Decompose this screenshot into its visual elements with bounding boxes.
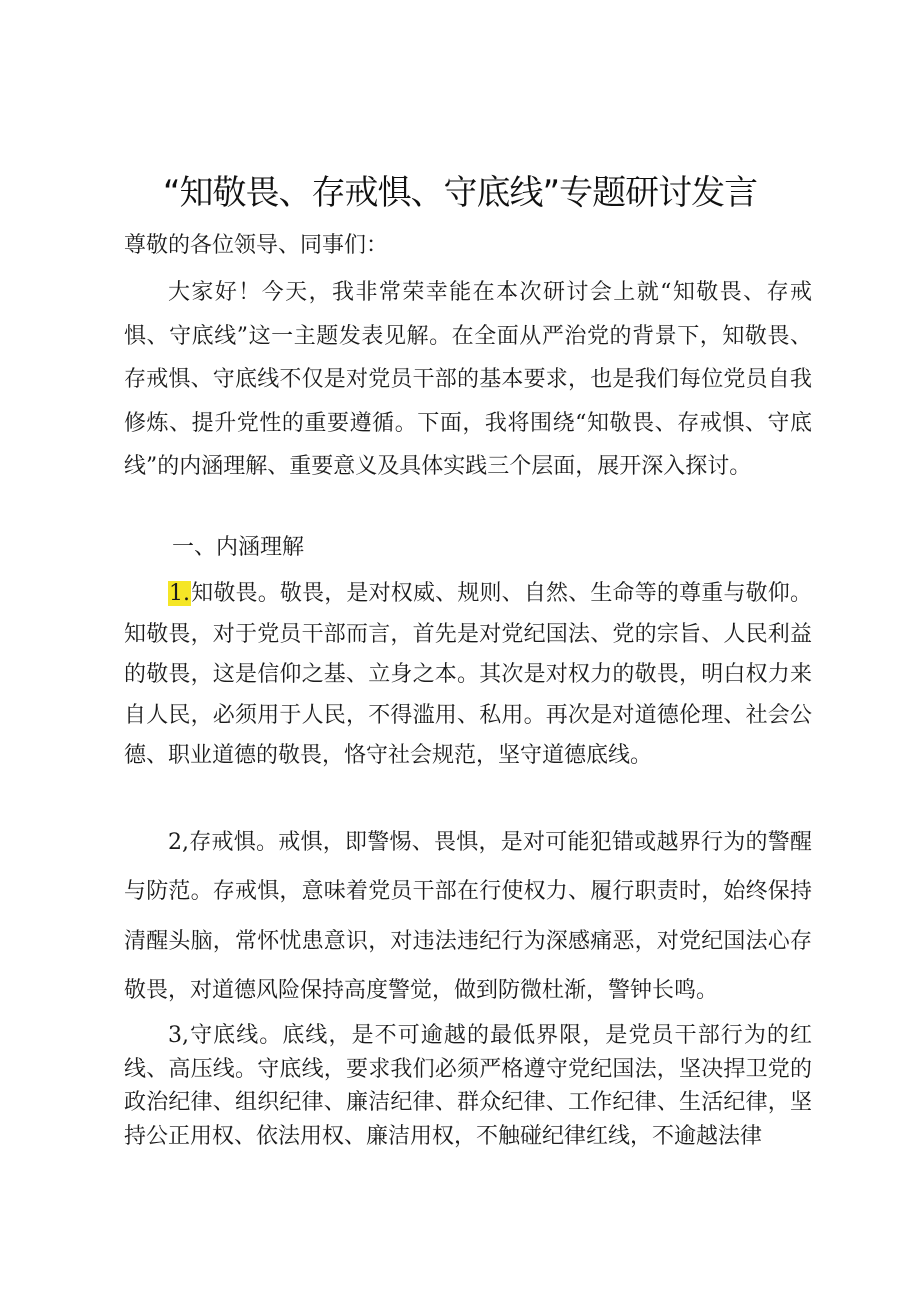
intro-paragraph: 大家好！今天，我非常荣幸能在本次研讨会上就“知敬畏、存戒惧、守底线”这一主题发表见解。在全面从严治党的背景下，知敬畏、存戒惧、守底线不仅是对党员干部的基本要求，也是我们每位党员自我修炼、提升党性的重要遵循。下面，我将围绕“知敬畏、存戒惧、守底线”的内涵理解、重要意义及具体实践三个层面，展开深入探讨。 <box>124 280 812 479</box>
document-title: “知敬畏、存戒惧、守底线”专题研讨发言 <box>162 173 758 213</box>
greeting: 尊敬的各位领导、同事们： <box>124 233 389 258</box>
item-2-paragraph: 2,存戒惧。戒惧，即警惕、畏惧，是对可能犯错或越界行为的警醒与防范。存戒惧，意味着党员干部在行使权力、履行职责时，始终保持清醒头脑，常怀忧患意识，对违法违纪行为深感痛恶，对党纪国法心存敬畏，对道德风险保持高度警觉，做到防微杜渐，警钟长鸣。 <box>124 830 812 1003</box>
item-3-paragraph: 3,守底线。底线，是不可逾越的最低界限，是党员干部行为的红线、高压线。守底线，要求我们必须严格遵守党纪国法，坚决捍卫党的政治纪律、组织纪律、廉洁纪律、群众纪律、工作纪律、生活纪律，坚持公正用权、依法用权、廉洁用权，不触碰纪律红线，不逾越法律 <box>124 1023 812 1149</box>
item-1-text: 知敬畏。敬畏，是对权威、规则、自然、生命等的尊重与敬仰。知敬畏，对于党员干部而言，首先是对党纪国法、党的宗旨、人民利益的敬畏，这是信仰之基、立身之本。其次是对权力的敬畏，明白权力来自人民，必须用于人民，不得滥用、私用。再次是对道德伦理、社会公德、职业道德的敬畏，恪守社会规范，坚守道德底线。 <box>124 581 812 768</box>
item-1-paragraph <box>124 574 812 777</box>
section-heading: 一、内涵理解 <box>172 535 305 560</box>
item-1-number-highlight: 1. <box>169 581 190 606</box>
